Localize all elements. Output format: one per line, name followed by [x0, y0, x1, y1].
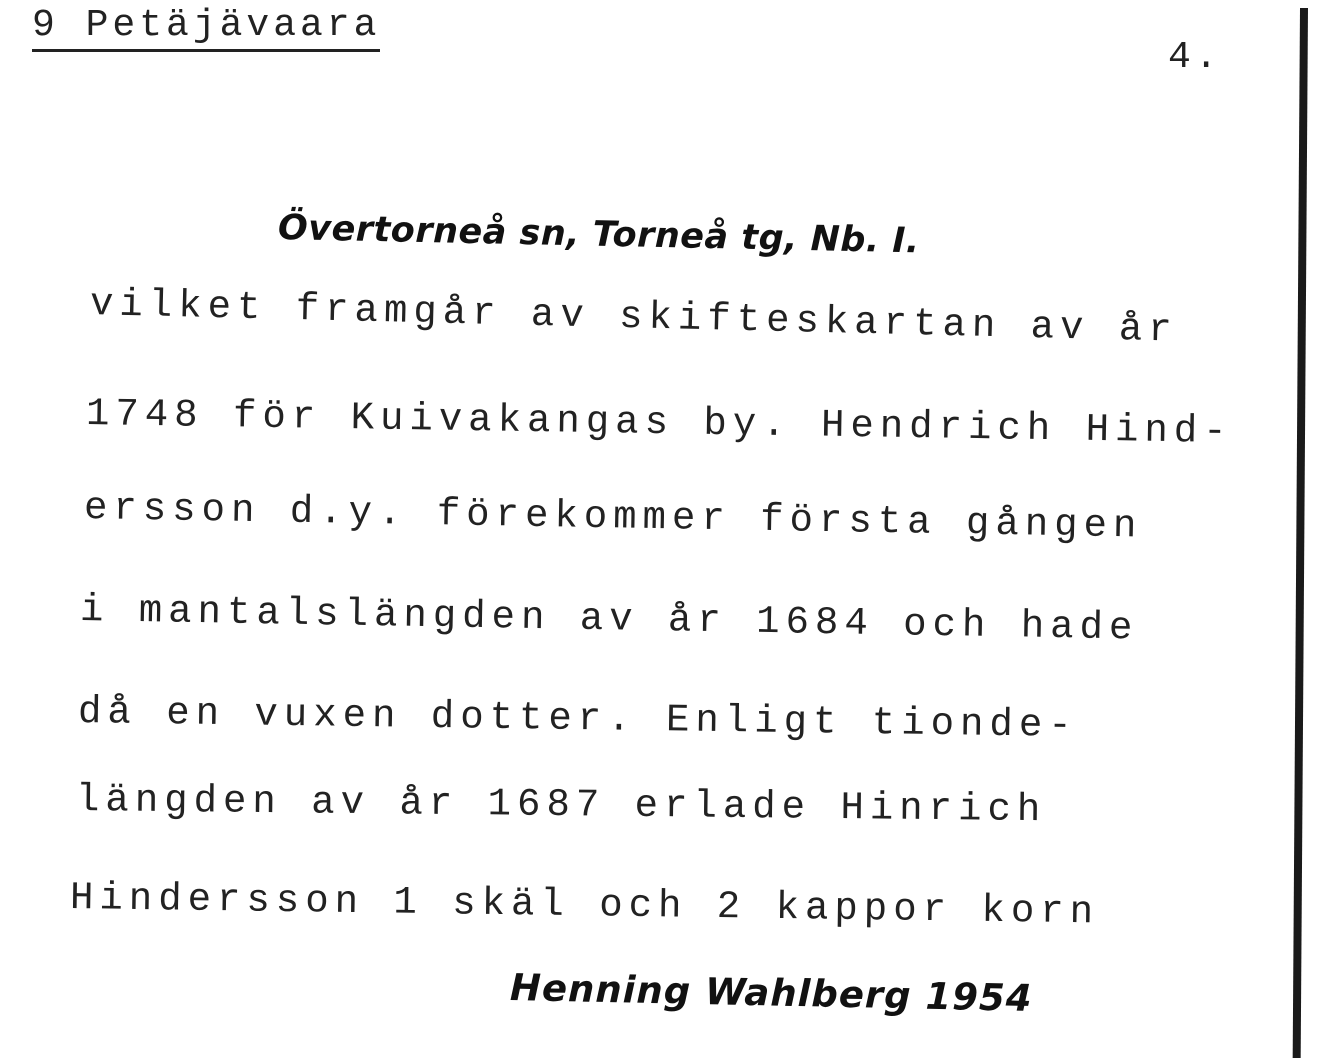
text-line-3: ersson d.y. förekommer första gången	[83, 486, 1143, 549]
text-line-7: Hindersson 1 skäl och 2 kappor korn	[69, 876, 1100, 935]
text-line-4: i mantalslängden av år 1684 och hade	[79, 588, 1139, 651]
card-title: 9 Petäjävaara	[32, 4, 380, 52]
page-number: 4.	[1168, 36, 1222, 79]
text-line-5: då en vuxen dotter. Enligt tionde-	[77, 690, 1078, 748]
signature: Henning Wahlberg 1954	[509, 966, 1033, 1020]
text-line-1: vilket framgår av skifteskartan av år	[89, 282, 1179, 353]
text-line-6: längden av år 1687 erlade Hinrich	[75, 778, 1047, 833]
card-edge-line	[1293, 8, 1308, 1058]
parish-heading: Övertorneå sn, Torneå tg, Nb. I.	[277, 208, 921, 262]
text-line-2: 1748 för Kuivakangas by. Hendrich Hind-	[85, 392, 1233, 455]
